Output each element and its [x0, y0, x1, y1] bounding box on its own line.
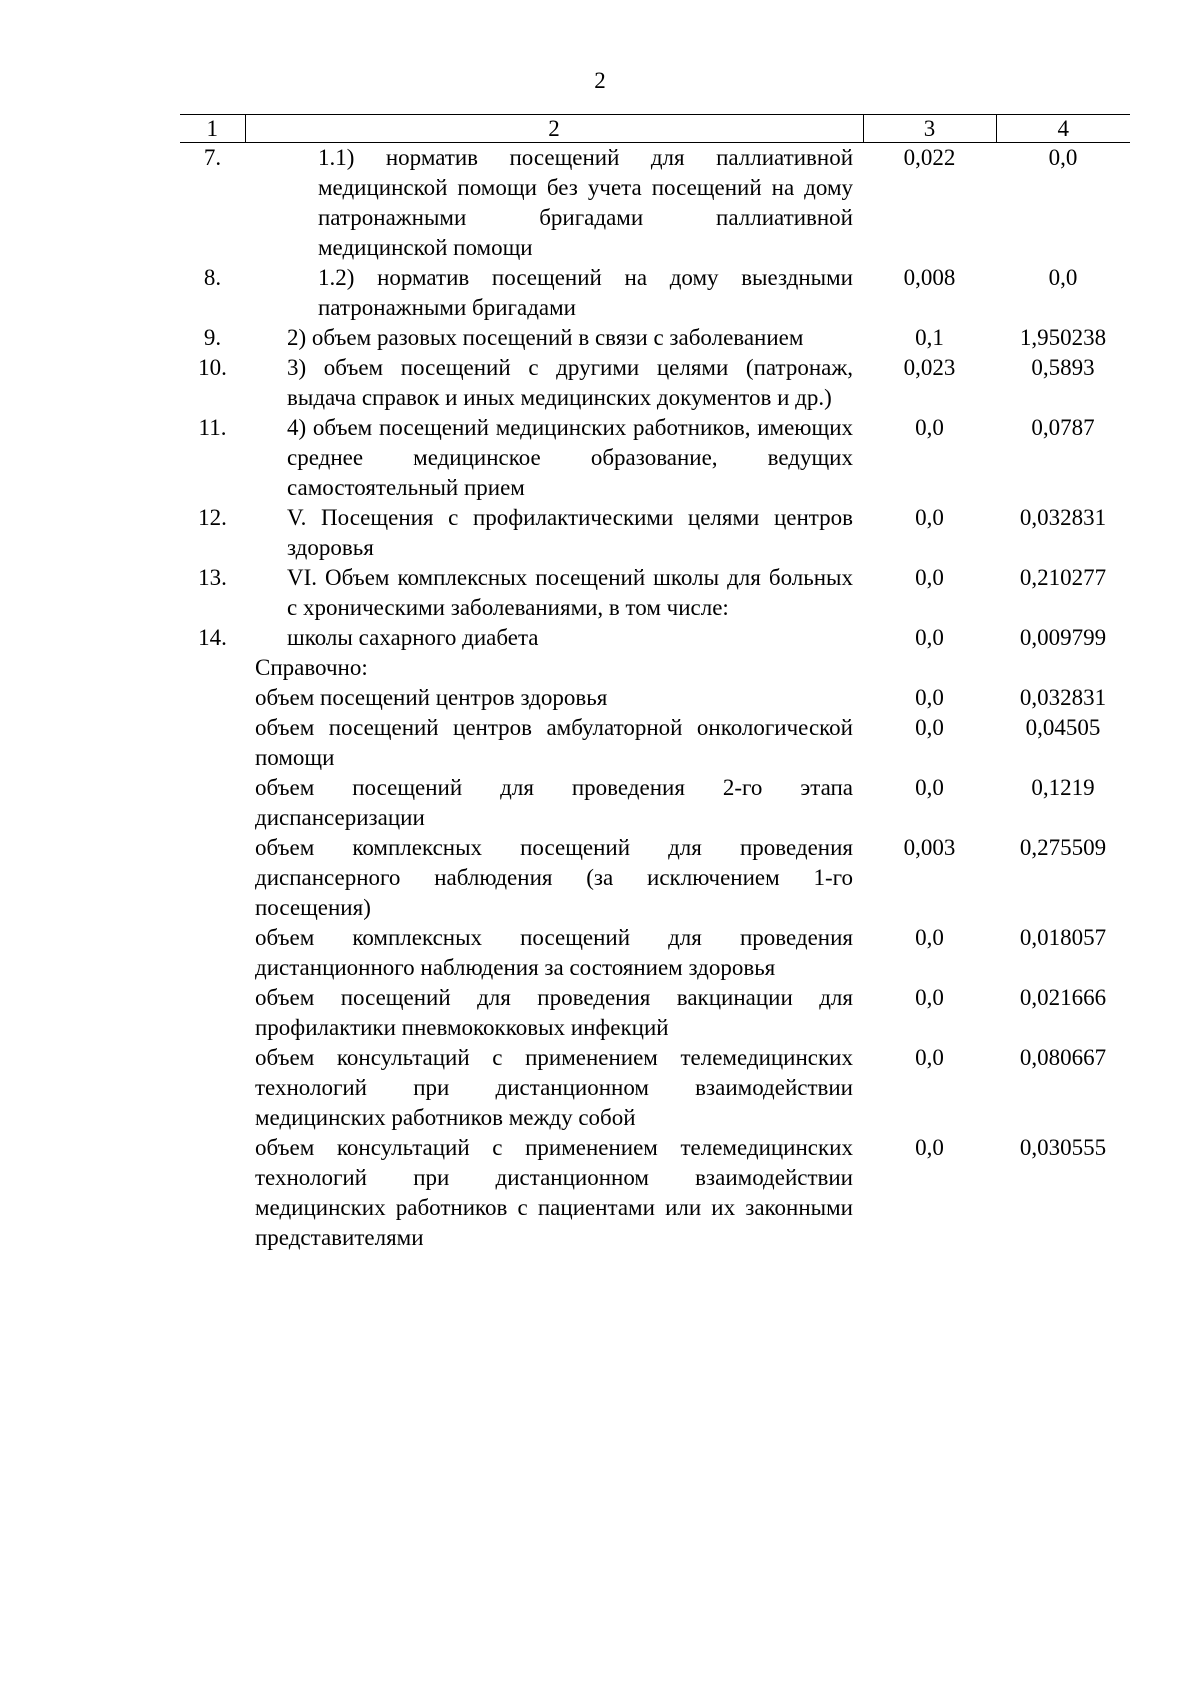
row-description: 3) объем посещений с другими целями (патронаж, выдача справок и иных медицинских документов и др.) — [287, 355, 853, 410]
table-row — [180, 773, 1130, 833]
row-value-col3: 0,0 — [915, 925, 944, 950]
row-value-col3: 0,0 — [915, 505, 944, 530]
row-value-col3: 0,0 — [915, 985, 944, 1010]
row-value-col3: 0,022 — [903, 145, 956, 170]
table-header — [180, 115, 1130, 143]
row-value-col4: 0,0 — [1048, 265, 1078, 290]
row-value-col4: 0,5893 — [1031, 355, 1095, 380]
table-row — [180, 263, 1130, 323]
row-number: 12. — [198, 505, 227, 530]
row-number — [180, 983, 245, 1043]
row-value-col4: 0,210277 — [1019, 565, 1107, 590]
row-number: 14. — [198, 625, 227, 650]
row-value-col4: 0,080667 — [1019, 1045, 1107, 1070]
row-value-col4: 1,950238 — [1019, 325, 1107, 350]
table-row — [180, 683, 1130, 713]
row-number — [180, 1133, 245, 1253]
row-value-col4: 0,04505 — [1025, 715, 1101, 740]
row-description: V. Посещения с профилактическими целями центров здоровья — [287, 505, 853, 560]
row-number — [180, 833, 245, 923]
page-number: 2 — [594, 68, 606, 93]
table-row — [180, 563, 1130, 623]
table-row — [180, 653, 1130, 683]
row-description: объем посещений центров амбулаторной онкологической помощи — [255, 715, 853, 770]
table-row — [180, 143, 1130, 264]
row-value-col3: 0,0 — [915, 1135, 944, 1160]
row-number: 9. — [203, 325, 222, 350]
row-value-col4: 0,275509 — [1019, 835, 1107, 860]
row-value-col4: 0,021666 — [1019, 985, 1107, 1010]
row-number: 7. — [203, 145, 222, 170]
row-number: 13. — [198, 565, 227, 590]
table-row — [180, 833, 1130, 923]
row-value-col3: 0,0 — [915, 1045, 944, 1070]
row-description: объем комплексных посещений для проведения дистанционного наблюдения за состоянием здоровья — [255, 925, 853, 980]
row-number — [180, 653, 245, 683]
row-value-col3: 0,0 — [915, 775, 944, 800]
row-number: 8. — [203, 265, 222, 290]
row-description: объем консультаций с применением телемедицинских технологий при дистанционном взаимодействии медицинских работников между собой — [255, 1045, 853, 1130]
row-value-col3: 0,1 — [915, 325, 944, 350]
table-row — [180, 413, 1130, 503]
row-value-col4: 0,032831 — [1019, 505, 1107, 530]
column-header-4: 4 — [996, 115, 1130, 143]
column-header-1: 1 — [180, 115, 245, 143]
row-number — [180, 713, 245, 773]
table-row — [180, 713, 1130, 773]
row-value-col3: 0,003 — [903, 835, 956, 860]
row-value-col4: 0,032831 — [1019, 685, 1107, 710]
table-row — [180, 923, 1130, 983]
column-header-2: 2 — [245, 115, 863, 143]
row-description: школы сахарного диабета — [287, 625, 539, 650]
row-description: объем комплексных посещений для проведения диспансерного наблюдения (за исключением 1-го посещения) — [255, 835, 853, 920]
row-description: объем посещений центров здоровья — [255, 685, 608, 710]
row-value-col4: 0,1219 — [1031, 775, 1095, 800]
table-row — [180, 353, 1130, 413]
row-number: 11. — [198, 415, 227, 440]
row-value-col3 — [863, 653, 996, 683]
row-value-col4: 0,030555 — [1019, 1135, 1107, 1160]
row-description: объем посещений для проведения 2-го этапа диспансеризации — [255, 775, 853, 830]
row-number — [180, 683, 245, 713]
row-value-col3: 0,008 — [903, 265, 956, 290]
row-description: 4) объем посещений медицинских работников, имеющих среднее медицинское образование, ведущих самостоятельный прием — [287, 415, 853, 500]
table-row — [180, 623, 1130, 653]
row-value-col3: 0,0 — [915, 415, 944, 440]
row-number: 10. — [198, 355, 227, 380]
row-number — [180, 923, 245, 983]
table-row — [180, 1133, 1130, 1253]
row-description: 1.1) норматив посещений для паллиативной медицинской помощи без учета посещений на дому патронажными бригадами паллиативной медицинской помощи — [318, 145, 853, 260]
table-header-row — [180, 115, 1130, 143]
table-body — [180, 143, 1130, 1254]
row-value-col3: 0,0 — [915, 625, 944, 650]
row-value-col3: 0,0 — [915, 685, 944, 710]
row-value-col4: 0,009799 — [1019, 625, 1107, 650]
row-description: VI. Объем комплексных посещений школы для больных с хроническими заболеваниями, в том числе: — [287, 565, 853, 620]
row-value-col4 — [996, 653, 1130, 683]
data-table — [180, 114, 1130, 1253]
table-row — [180, 503, 1130, 563]
row-description: объем посещений для проведения вакцинации для профилактики пневмококковых инфекций — [255, 985, 853, 1040]
row-description: объем консультаций с применением телемедицинских технологий при дистанционном взаимодействии медицинских работников с пациентами или их законными представителями — [255, 1135, 853, 1250]
row-description: 1.2) норматив посещений на дому выездными патронажными бригадами — [318, 265, 853, 320]
table-row — [180, 1043, 1130, 1133]
table-row — [180, 323, 1130, 353]
row-description: Справочно: — [255, 655, 368, 680]
table-row — [180, 983, 1130, 1043]
row-number — [180, 1043, 245, 1133]
row-value-col3: 0,023 — [903, 355, 956, 380]
column-header-3: 3 — [863, 115, 996, 143]
row-value-col3: 0,0 — [915, 565, 944, 590]
row-number — [180, 773, 245, 833]
row-value-col4: 0,0787 — [1031, 415, 1095, 440]
row-value-col3: 0,0 — [915, 715, 944, 740]
row-value-col4: 0,0 — [1048, 145, 1078, 170]
row-description: 2) объем разовых посещений в связи с заболеванием — [287, 325, 804, 350]
row-value-col4: 0,018057 — [1019, 925, 1107, 950]
